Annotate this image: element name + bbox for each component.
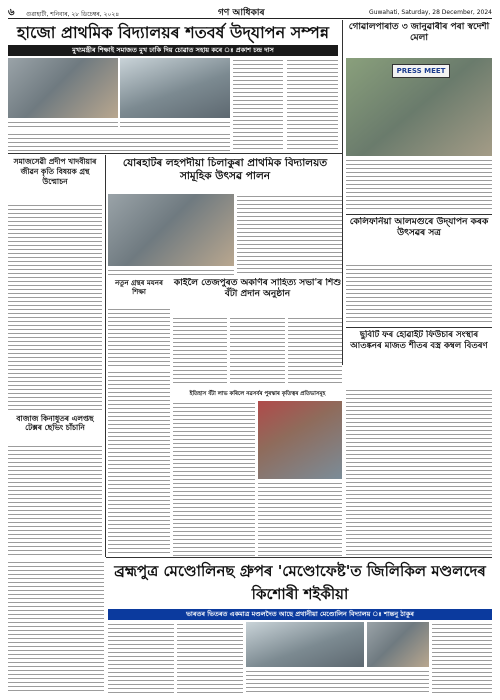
tezpur-body-1 (173, 316, 227, 386)
lead-body-lower (8, 132, 230, 151)
tezpur-headline: কাইলৈ তেজপুৰত অকণিৰ সাহিত্য সভা'ৰ শিশু বঁটা প্ৰদান অনুষ্ঠান (173, 278, 342, 299)
brahma-body-4 (432, 622, 492, 694)
chhubiti-headline: ছুবিটি ফৰ হোৱাইট ফিউচাৰ সংস্থাৰ আতঙ্কনৰ মাজত শীতৰ বস্ত্ৰ কম্বল বিতৰণ (350, 330, 488, 351)
jorhat-caption (108, 268, 234, 276)
kolia-headline: কেলিফৰ্নিয়া আলমগুৰে উদ্‌যাপন কৰক উৎসৱৰ সত্ৰ (349, 217, 489, 238)
kolia-body (346, 263, 492, 325)
small-caption (258, 481, 342, 556)
small-body (173, 401, 255, 556)
goalpara-headline: গোৱালপাৰাত ৩ জানুৱাৰীৰ পৰা স্বদেশী মেলা (348, 22, 490, 43)
lead-body-col-2 (287, 58, 338, 151)
brahma-headline: ব্ৰহ্মপুত্ৰ মেণ্ডোলিনছ গ্ৰুপৰ 'মেণ্ডোফেষ্ট'ত জিলিকিল মণ্ডলদেৰ কিশোৰী শইকীয়া (114, 562, 486, 603)
goalpara-body (346, 158, 492, 212)
mid-body-left (108, 370, 170, 556)
page-number: ৬ (8, 7, 15, 18)
brahma-photo-2 (367, 622, 429, 667)
jorhat-headline: যোৰহাটৰ লহপদীয়া চিলাকুৰা প্ৰাথমিক বিদ্যালয়ত সামূহিক উৎসৱ পালন (122, 157, 328, 182)
small-photo (258, 401, 342, 479)
brahma-banner: ভাৰতৰ ভিতৰত একমাত্ৰ মণ্ডলদৈত আছে প্ৰথানীয়া মেণ্ডোলিন বিদ্যালয় ঃ শান্তনু ঠাকুৰ (108, 609, 492, 620)
nayan-headline: নতুন গ্ৰন্থৰ মযনৰ শিক্ষা (115, 278, 163, 296)
brahma-body-3 (246, 669, 429, 694)
lead-caption-1 (8, 120, 118, 130)
chhubiti-body (346, 388, 492, 556)
jorhat-body (237, 194, 342, 274)
brahma-body-2 (177, 622, 243, 694)
press-meet-sign: PRESS MEET (392, 64, 450, 78)
lead-headline: হাজো প্ৰাথমিক বিদ্যালয়ৰ শতবৰ্ষ উদ্‌যাপন সম্পন্ন (17, 23, 329, 42)
baldhar-headline: বাজাজ কিনাধুতৰ এলপ্তছ টেক্সৰ ছেভিং চাঁচানি (16, 414, 94, 432)
baldhar-body (8, 444, 102, 556)
date-english: Guwahati, Saturday, 28 December, 2024 (369, 9, 492, 16)
lead-caption-2 (120, 120, 230, 130)
left-col-headline: সমাজসেৱী প্ৰদীপ খাদবীয়াৰ জীৱন কৃতি বিষয়ক গ্ৰন্থ উন্মোচন (13, 157, 97, 186)
tezpur-body-2 (230, 316, 285, 386)
lead-photo-2 (120, 58, 230, 118)
masthead: গণ আধিকাৰ (218, 8, 265, 18)
left-col-body (8, 203, 102, 410)
jorhat-photo (108, 194, 234, 266)
small-headline: ইতিহাস বঁটা লাভ কৰিলে নৱসৰ্বৰ পুৰস্কাৰ কৃতিত্বৰ প্ৰতিভাসমূহ (189, 391, 326, 397)
page-header (8, 4, 492, 19)
nayan-body (108, 307, 170, 367)
lead-banner: মুখ্যমন্ত্ৰীৰ শিক্ষাই সমাজত মুখ ঢাকি দিয় চোৱাত সহায় কৰে ঃ প্ৰকাশ চন্দ্ৰ দাস (8, 45, 338, 56)
brahma-body-1 (108, 622, 174, 694)
left-bottom-body (8, 560, 104, 694)
press-meet-photo (346, 58, 492, 156)
lead-body-col-1 (233, 58, 283, 151)
tezpur-body-3 (288, 316, 342, 386)
lead-photo-1 (8, 58, 118, 118)
date-bengali: গুৱাহাটী, শনিবাৰ, ২৮ ডিচেম্বৰ, ২০২৪ (26, 11, 120, 18)
brahma-photo-1 (246, 622, 364, 667)
